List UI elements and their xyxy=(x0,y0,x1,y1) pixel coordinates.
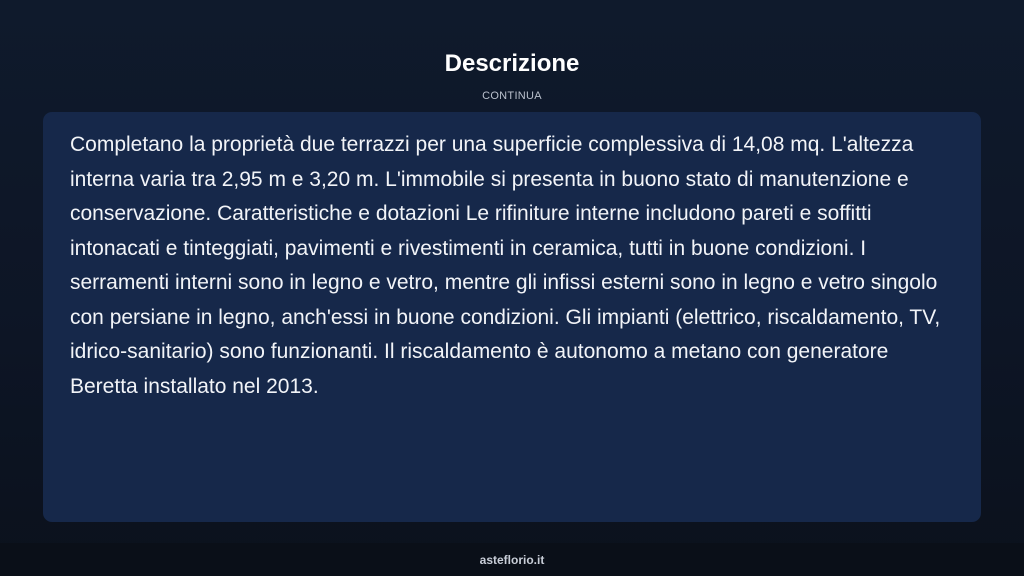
page-title: Descrizione xyxy=(444,50,580,77)
description-card xyxy=(43,112,981,522)
site-name: asteflorio.it xyxy=(479,553,545,567)
description-text: Completano la proprietà due terrazzi per una superficie complessiva di 14,08 mq. L'altezza interna varia tra 2,95 m e 3,20 m. L'immobile si presenta in buono stato di manutenzione e conservazione. Caratteristiche e dotazioni Le rifiniture interne includono pareti e soffitti intonacati e tinteggiati, pavimenti e rivestimenti in ceramica, tutti in buone condizioni. I serramenti interni sono in legno e vetro, mentre gli infissi esterni sono in legno e vetro singolo con persiane in legno, anch'essi in buone condizioni. Gli impianti (elettrico, riscaldamento, TV, idrico-sanitario) sono funzionanti. Il riscaldamento è autonomo a metano con generatore Beretta installato nel 2013. xyxy=(70,133,941,398)
continue-label: CONTINUA xyxy=(482,90,542,102)
footer-bar xyxy=(0,543,1024,576)
